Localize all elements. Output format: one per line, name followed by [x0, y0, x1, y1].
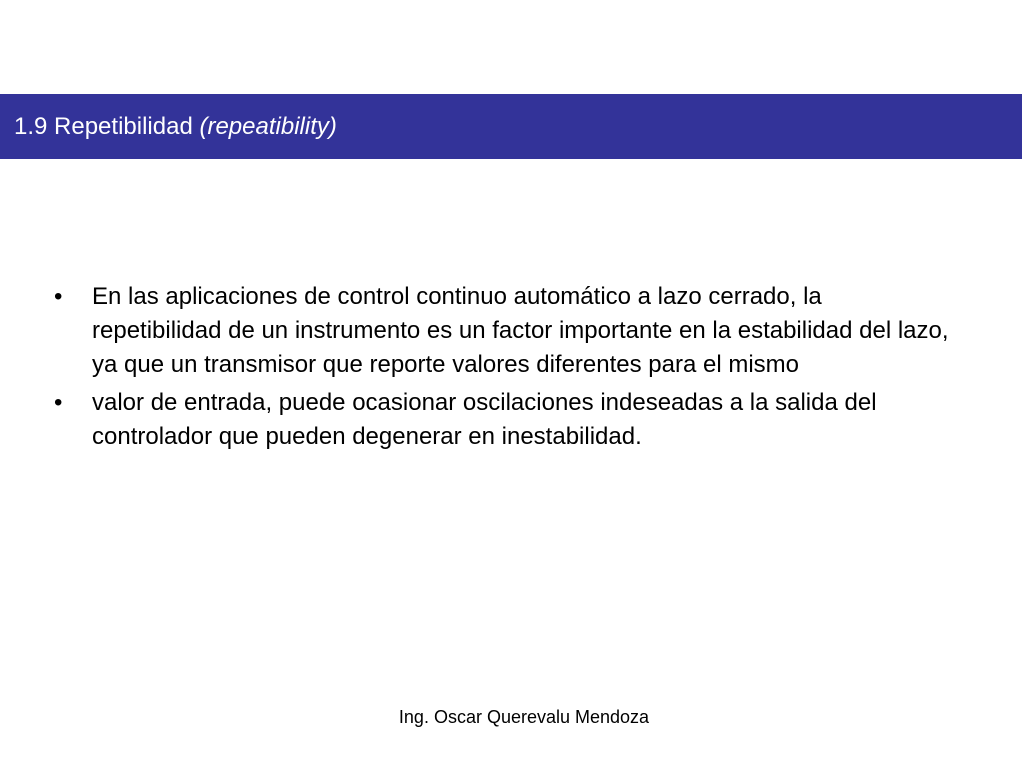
bullet-dot-icon: • — [54, 283, 63, 310]
bullet-dot-icon: • — [54, 389, 63, 416]
bullet-item — [52, 280, 952, 382]
slide-title-main: 1.9 Repetibilidad — [14, 112, 200, 140]
bullet-text: En las aplicaciones de control continuo automático a lazo cerrado, la repetibilidad de un instrumento es un factor importante en la estabilidad del lazo, ya que un transmisor que reporte valores diferentes para el mismo — [92, 283, 949, 378]
bullet-list — [52, 280, 952, 458]
title-bar — [0, 94, 1022, 159]
bullet-text: valor de entrada, puede ocasionar oscilaciones indeseadas a la salida del controlador que pueden degenerar en inestabilidad. — [92, 389, 877, 450]
slide-title-italic: (repeatibility) — [199, 112, 337, 140]
bullet-item — [52, 386, 952, 454]
footer-author: Ing. Oscar Querevalu Mendoza — [398, 707, 650, 727]
slide-title — [14, 113, 337, 141]
